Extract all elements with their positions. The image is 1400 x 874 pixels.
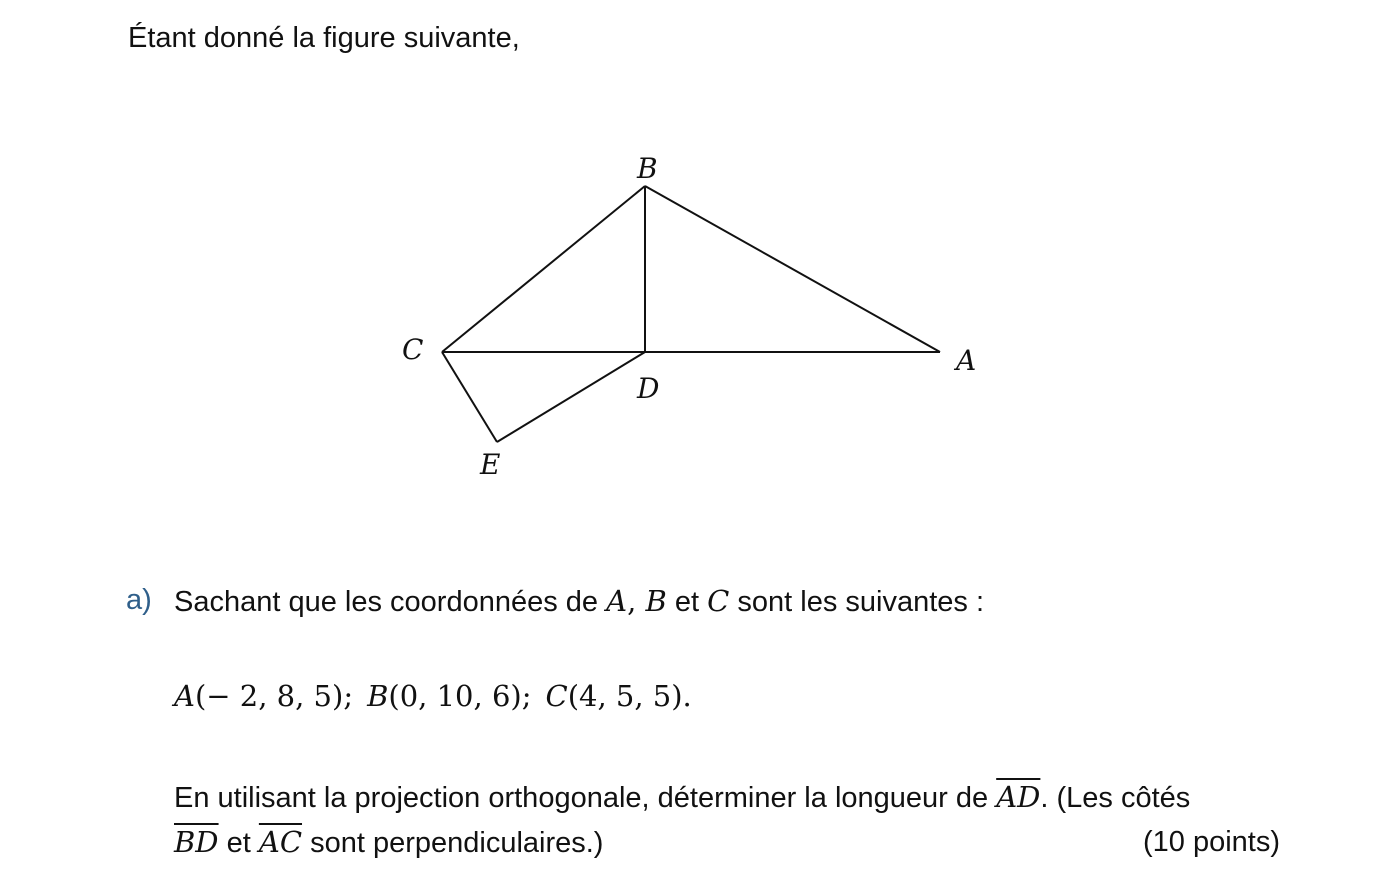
question-marker: a) xyxy=(126,584,152,616)
question-text xyxy=(174,584,984,619)
et-text: et xyxy=(666,586,708,618)
label-A: A xyxy=(956,344,977,377)
instruction-paragraph xyxy=(174,775,1280,865)
instruction-line-1 xyxy=(174,775,1280,820)
point-A-label: A xyxy=(606,584,628,618)
segment-BA xyxy=(645,186,940,352)
segment-CB xyxy=(442,186,645,352)
label-B: B xyxy=(637,152,658,185)
instruction-line-2-post: sont perpendiculaires.) xyxy=(302,827,604,859)
comma: , xyxy=(627,584,646,618)
coordinates-line xyxy=(174,679,692,714)
segment-AD-label: $\overline{AD}$ xyxy=(996,780,1041,814)
segment-BD-label: $\overline{BD}$ xyxy=(174,825,219,859)
segment-AC-label: $\overline{AC}$ xyxy=(258,825,303,859)
segment-ED xyxy=(497,352,645,442)
question-text-post: sont les suivantes : xyxy=(729,586,985,618)
label-E: E xyxy=(480,448,501,481)
instruction-line-1-pre: En utilisant la projection orthogonale, déterminer la longueur de xyxy=(174,782,997,814)
coord-B-value: (0, 10, 6); xyxy=(388,679,532,713)
point-C-label: C xyxy=(707,584,730,618)
segment-CE xyxy=(442,352,497,442)
coord-A-value: (− 2, 8, 5); xyxy=(194,679,354,713)
coord-A-name: A xyxy=(174,679,195,713)
instruction-line-2 xyxy=(174,820,1280,865)
coord-C-value: (4, 5, 5). xyxy=(567,679,692,713)
coord-C-name: C xyxy=(545,679,568,713)
point-B-label: B xyxy=(645,584,667,618)
question-text-pre: Sachant que les coordonnées de xyxy=(174,586,607,618)
points-label: (10 points) xyxy=(1142,826,1280,858)
label-D: D xyxy=(637,372,660,405)
intro-text: Étant donné la figure suivante, xyxy=(128,22,520,54)
et2-text: et xyxy=(218,827,259,859)
coord-B-name: B xyxy=(367,679,389,713)
label-C: C xyxy=(402,333,424,366)
instruction-line-1-post: . (Les côtés xyxy=(1040,782,1191,814)
